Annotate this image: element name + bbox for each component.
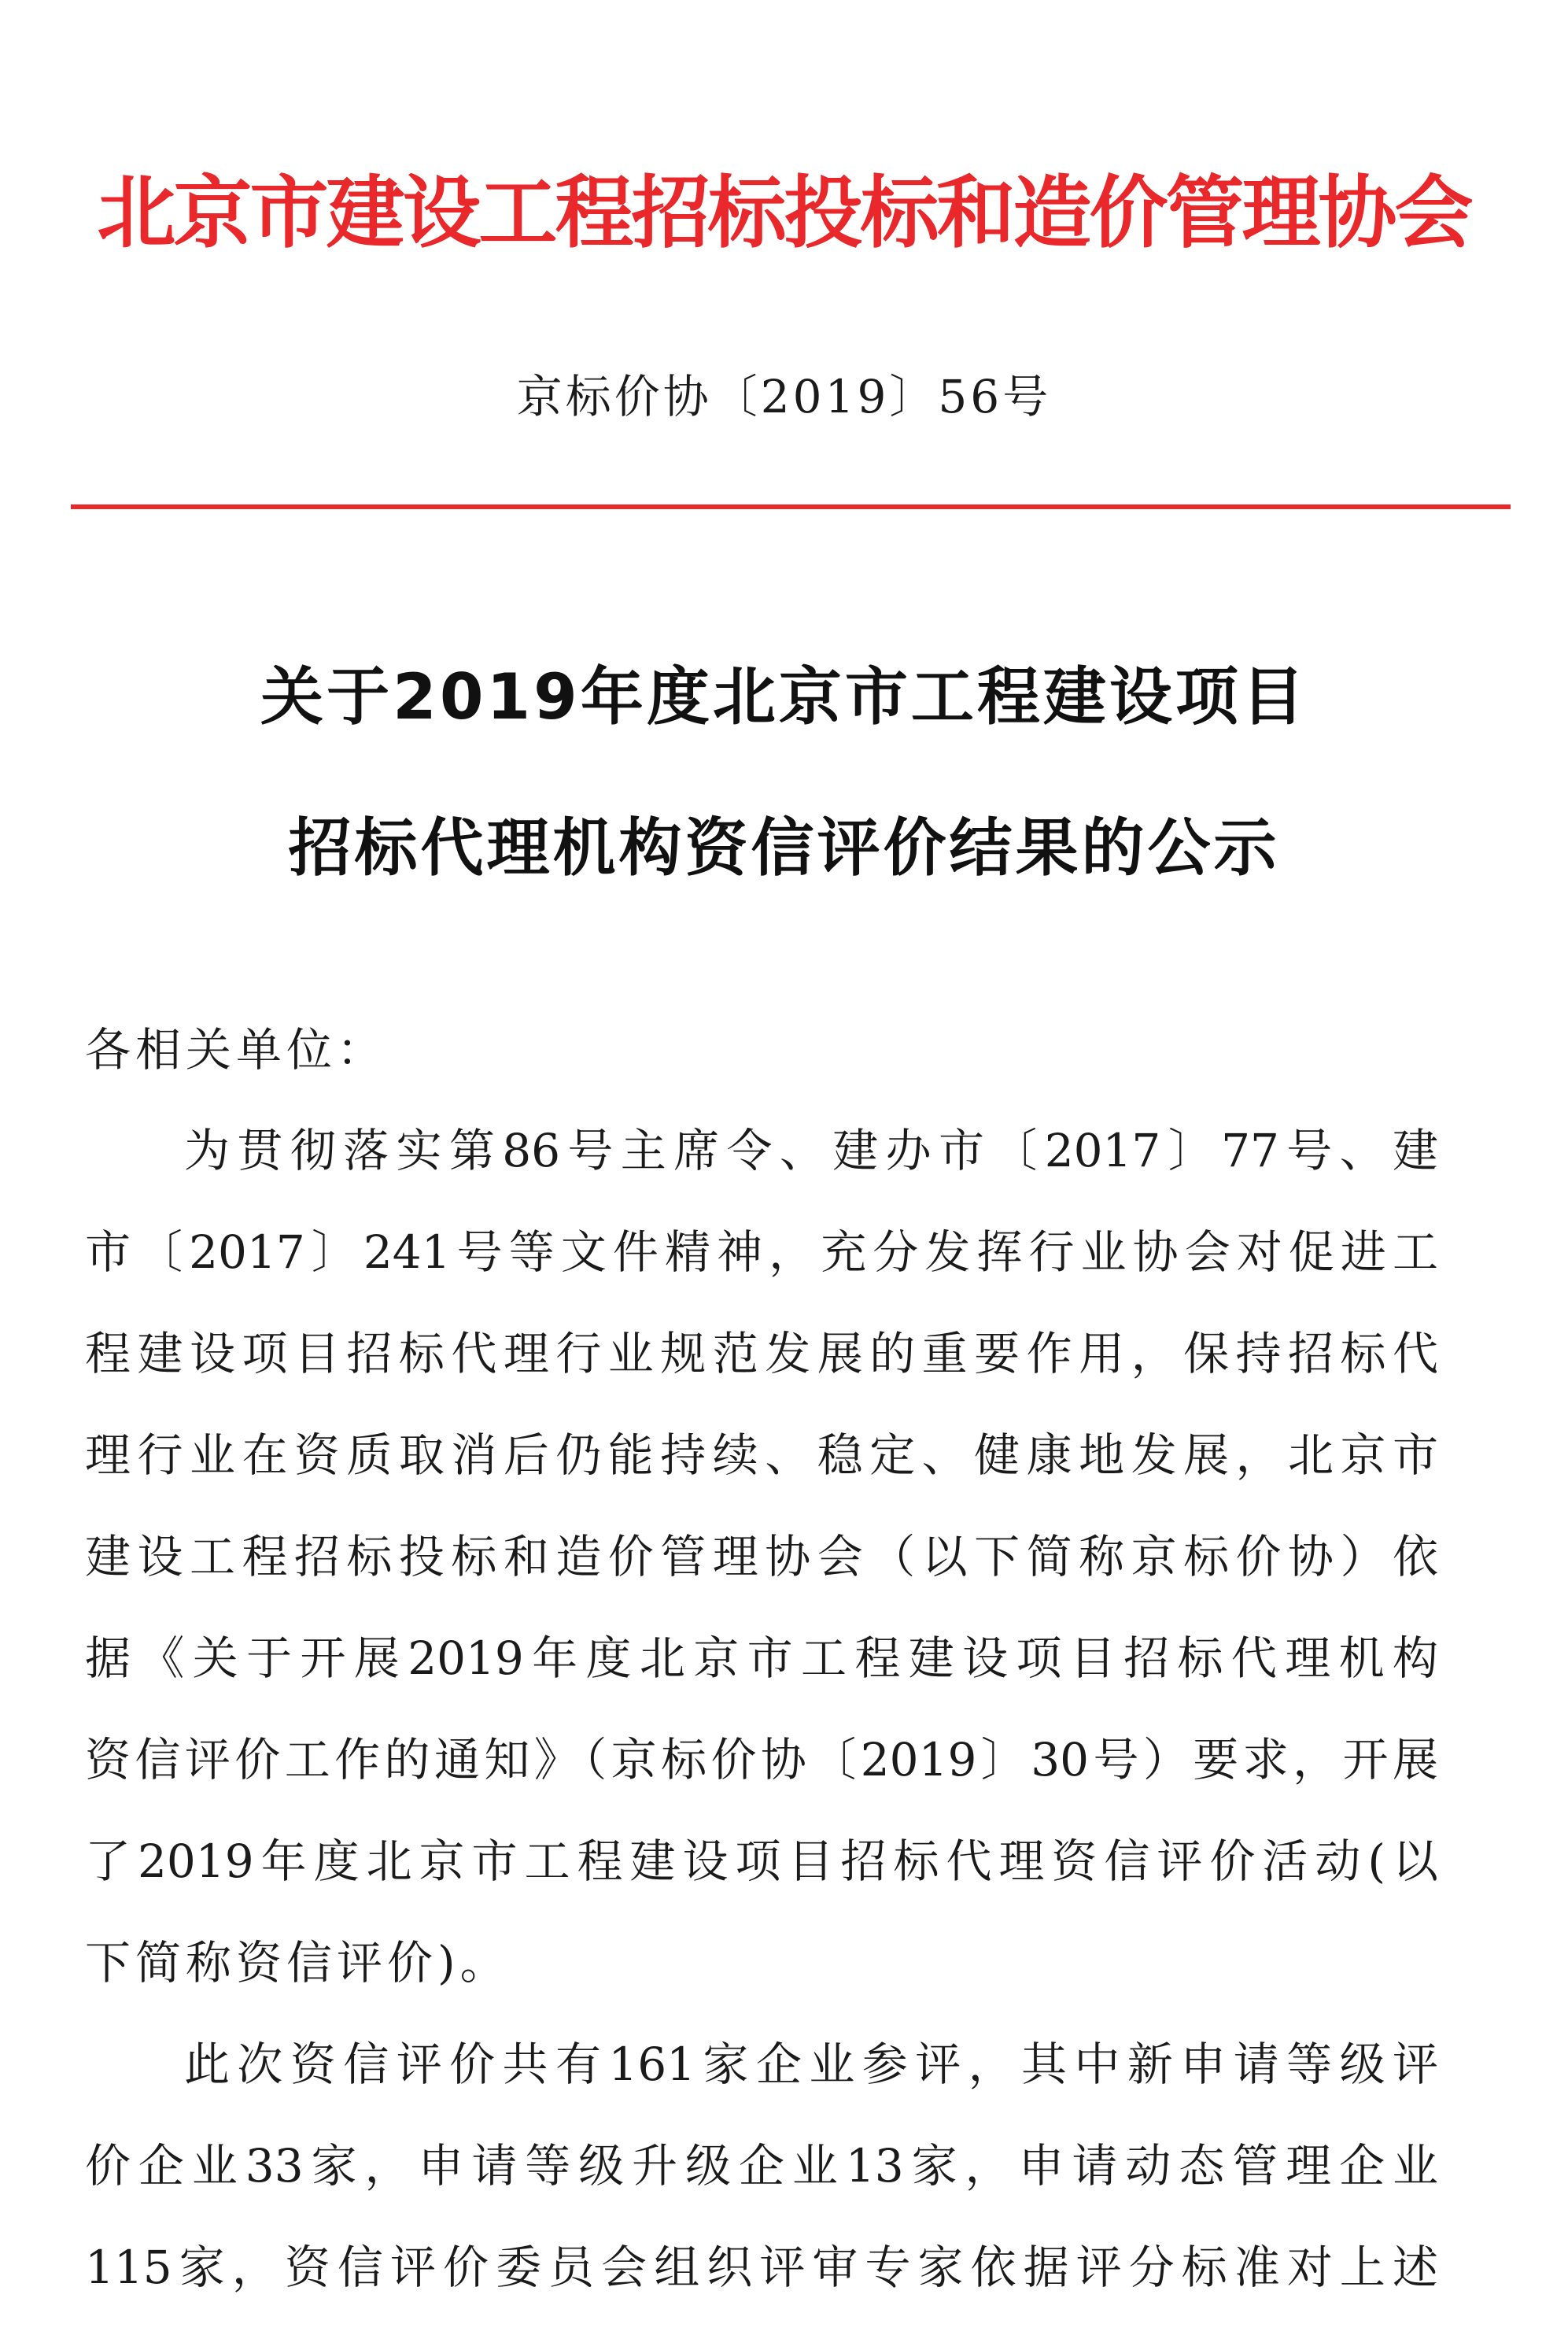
red-divider: [71, 504, 1511, 509]
document-number: 京标价协〔2019〕56号: [516, 370, 1052, 423]
paragraph-1-line-6: 据《关于开展2019年度北京市工程建设项目招标代理机构: [85, 1631, 1438, 1685]
paragraph-1-line-9: 下简称资信评价)。: [85, 1936, 511, 1990]
document-title-line-2: 招标代理机构资信评价结果的公示: [288, 811, 1280, 885]
paragraph-2-line-2: 价企业33家，申请等级升级企业13家，申请动态管理企业: [85, 2139, 1438, 2193]
paragraph-1-line-1: 为贯彻落实第86号主席令、建办市〔2017〕77号、建: [184, 1124, 1438, 1177]
paragraph-1-line-7: 资信评价工作的通知》（京标价协〔2019〕30号）要求，开展: [85, 1733, 1438, 1786]
paragraph-1-line-5: 建设工程招标投标和造价管理协会（以下简称京标价协）依: [85, 1530, 1438, 1583]
paragraph-1-line-4: 理行业在资质取消后仍能持续、稳定、健康地发展，北京市: [85, 1428, 1438, 1482]
paragraph-1-line-2: 市〔2017〕241号等文件精神，充分发挥行业协会对促进工: [85, 1225, 1438, 1279]
paragraph-2-line-1: 此次资信评价共有161家企业参评，其中新申请等级评: [184, 2038, 1438, 2091]
organization-header: 北京市建设工程招标投标和造价管理协会: [97, 166, 1471, 259]
paragraph-2-line-3: 115家，资信评价委员会组织评审专家依据评分标准对上述: [85, 2241, 1438, 2294]
paragraph-1-line-8: 了2019年度北京市工程建设项目招标代理资信评价活动(以: [85, 1834, 1438, 1888]
salutation: 各相关单位：: [85, 1023, 388, 1077]
document-title-line-1: 关于2019年度北京市工程建设项目: [260, 660, 1308, 733]
paragraph-1-line-3: 程建设项目招标代理行业规范发展的重要作用，保持招标代: [85, 1327, 1438, 1380]
